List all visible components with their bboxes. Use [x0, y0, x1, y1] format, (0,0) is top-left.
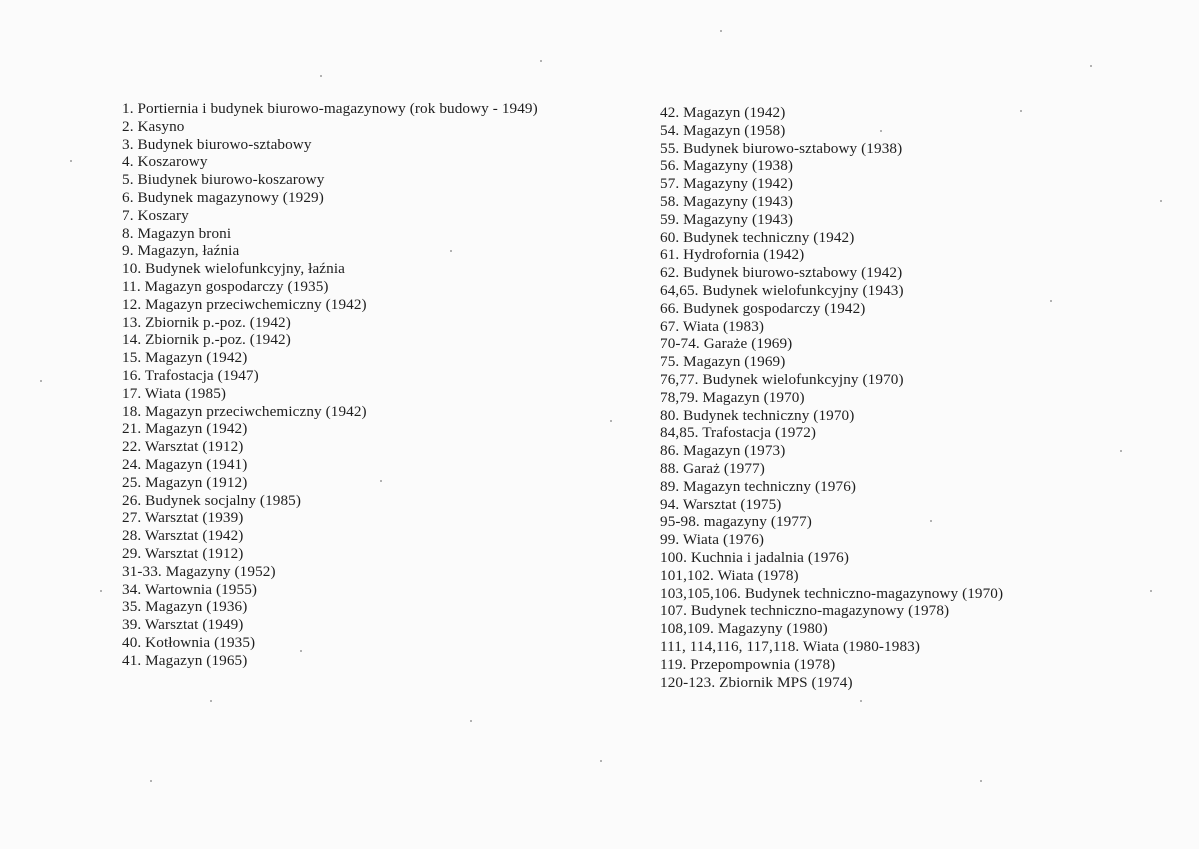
building-list-entry: 84,85. Trafostacja (1972) — [660, 424, 817, 442]
building-list-entry: 59. Magazyny (1943) — [660, 210, 794, 228]
building-list-entry: 22. Warsztat (1912) — [122, 438, 244, 456]
building-list-entry: 31-33. Magazyny (1952) — [122, 562, 276, 580]
building-list-entry: 13. Zbiornik p.-poz. (1942) — [122, 313, 291, 331]
building-list-entry: 62. Budynek biurowo-sztabowy (1942) — [660, 264, 903, 282]
building-list-entry: 66. Budynek gospodarczy (1942) — [660, 299, 866, 317]
building-list-entry: 120-123. Zbiornik MPS (1974) — [660, 673, 853, 691]
scan-speck — [380, 480, 382, 482]
building-list-entry: 88. Garaż (1977) — [660, 459, 765, 477]
building-list-entry: 16. Trafostacja (1947) — [122, 366, 259, 384]
building-list-entry: 8. Magazyn broni — [122, 224, 232, 242]
scan-speck — [860, 700, 862, 702]
scan-speck — [930, 520, 932, 522]
building-list-entry: 4. Koszarowy — [122, 153, 208, 171]
building-list-entry: 17. Wiata (1985) — [122, 384, 227, 402]
building-list-entry: 35. Magazyn (1936) — [122, 598, 248, 616]
building-list-entry: 42. Magazyn (1942) — [660, 104, 786, 121]
building-list-entry: 119. Przepompownia (1978) — [660, 655, 836, 673]
building-list-entry: 60. Budynek techniczny (1942) — [660, 228, 855, 246]
building-list-left-column — [122, 100, 622, 670]
scan-speck — [610, 420, 612, 422]
building-list-entry: 41. Magazyn (1965) — [122, 651, 248, 669]
building-list-entry: 6. Budynek magazynowy (1929) — [122, 188, 324, 206]
building-list-entry: 64,65. Budynek wielofunkcyjny (1943) — [660, 281, 904, 299]
building-list-entry: 94. Warsztat (1975) — [660, 495, 782, 513]
building-list-entry: 108,109. Magazyny (1980) — [660, 620, 828, 638]
scan-speck — [450, 250, 452, 252]
building-list-entry: 86. Magazyn (1973) — [660, 442, 786, 460]
scan-speck — [1160, 200, 1162, 202]
scan-speck — [100, 590, 102, 592]
building-list-entry: 34. Wartownia (1955) — [122, 580, 258, 598]
building-list-entry: 103,105,106. Budynek techniczno-magazynowy (1970) — [660, 584, 1004, 602]
building-list-entry: 1. Portiernia i budynek biurowo-magazynowy (rok budowy - 1949) — [122, 100, 538, 117]
building-list-entry: 10. Budynek wielofunkcyjny, łaźnia — [122, 260, 346, 278]
scan-speck — [540, 60, 542, 62]
scan-speck — [150, 780, 152, 782]
building-list-entry: 95-98. magazyny (1977) — [660, 513, 812, 531]
building-list-entry: 58. Magazyny (1943) — [660, 192, 794, 210]
scan-speck — [600, 760, 602, 762]
scan-speck — [1050, 300, 1052, 302]
scan-speck — [300, 650, 302, 652]
building-list-entry: 57. Magazyny (1942) — [660, 175, 794, 193]
building-list-entry: 100. Kuchnia i jadalnia (1976) — [660, 548, 849, 566]
building-list-entry: 80. Budynek techniczny (1970) — [660, 406, 855, 424]
building-list-entry: 24. Magazyn (1941) — [122, 455, 248, 473]
building-list-entry: 26. Budynek socjalny (1985) — [122, 491, 302, 509]
building-list-right-column — [660, 104, 1180, 691]
scan-speck — [40, 380, 42, 382]
scan-speck — [1090, 65, 1092, 67]
building-list-entry: 21. Magazyn (1942) — [122, 420, 248, 438]
building-list-entry: 14. Zbiornik p.-poz. (1942) — [122, 331, 291, 349]
building-list-entry: 3. Budynek biurowo-sztabowy — [122, 135, 312, 153]
building-list-entry: 111, 114,116, 117,118. Wiata (1980-1983) — [660, 637, 920, 655]
scan-speck — [980, 780, 982, 782]
building-list-entry: 89. Magazyn techniczny (1976) — [660, 477, 857, 495]
scan-speck — [320, 75, 322, 77]
building-list-entry: 40. Kotłownia (1935) — [122, 633, 256, 651]
building-list-entry: 56. Magazyny (1938) — [660, 157, 794, 175]
building-list-entry: 55. Budynek biurowo-sztabowy (1938) — [660, 139, 903, 157]
scan-speck — [70, 160, 72, 162]
scan-speck — [1020, 110, 1022, 112]
building-list-entry: 76,77. Budynek wielofunkcyjny (1970) — [660, 370, 904, 388]
building-list-entry: 2. Kasyno — [122, 117, 185, 135]
building-list-entry: 39. Warsztat (1949) — [122, 616, 244, 634]
building-list-entry: 18. Magazyn przeciwchemiczny (1942) — [122, 402, 367, 420]
building-list-entry: 7. Koszary — [122, 206, 189, 224]
building-list-entry: 27. Warsztat (1939) — [122, 509, 244, 527]
building-list-entry: 12. Magazyn przeciwchemiczny (1942) — [122, 295, 367, 313]
scan-speck — [210, 700, 212, 702]
building-list-entry: 101,102. Wiata (1978) — [660, 566, 799, 584]
building-list-entry: 9. Magazyn, łaźnia — [122, 242, 240, 260]
building-list-entry: 70-74. Garaże (1969) — [660, 335, 793, 353]
building-list-entry: 107. Budynek techniczno-magazynowy (1978) — [660, 602, 950, 620]
scan-speck — [1150, 590, 1152, 592]
building-list-entry: 11. Magazyn gospodarczy (1935) — [122, 277, 329, 295]
building-list-entry: 61. Hydrofornia (1942) — [660, 246, 805, 264]
building-list-entry: 25. Magazyn (1912) — [122, 473, 248, 491]
scan-speck — [880, 130, 882, 132]
building-list-entry: 5. Biudynek biurowo-koszarowy — [122, 171, 325, 189]
building-list-entry: 28. Warsztat (1942) — [122, 527, 244, 545]
building-list-entry: 29. Warsztat (1912) — [122, 544, 244, 562]
scan-speck — [720, 30, 722, 32]
building-list-entry: 67. Wiata (1983) — [660, 317, 765, 335]
building-list-entry: 54. Magazyn (1958) — [660, 121, 786, 139]
building-list-entry: 99. Wiata (1976) — [660, 531, 765, 549]
building-list-entry: 78,79. Magazyn (1970) — [660, 388, 805, 406]
scan-speck — [1120, 450, 1122, 452]
scan-speck — [470, 720, 472, 722]
building-list-entry: 75. Magazyn (1969) — [660, 353, 786, 371]
building-list-entry: 15. Magazyn (1942) — [122, 349, 248, 367]
